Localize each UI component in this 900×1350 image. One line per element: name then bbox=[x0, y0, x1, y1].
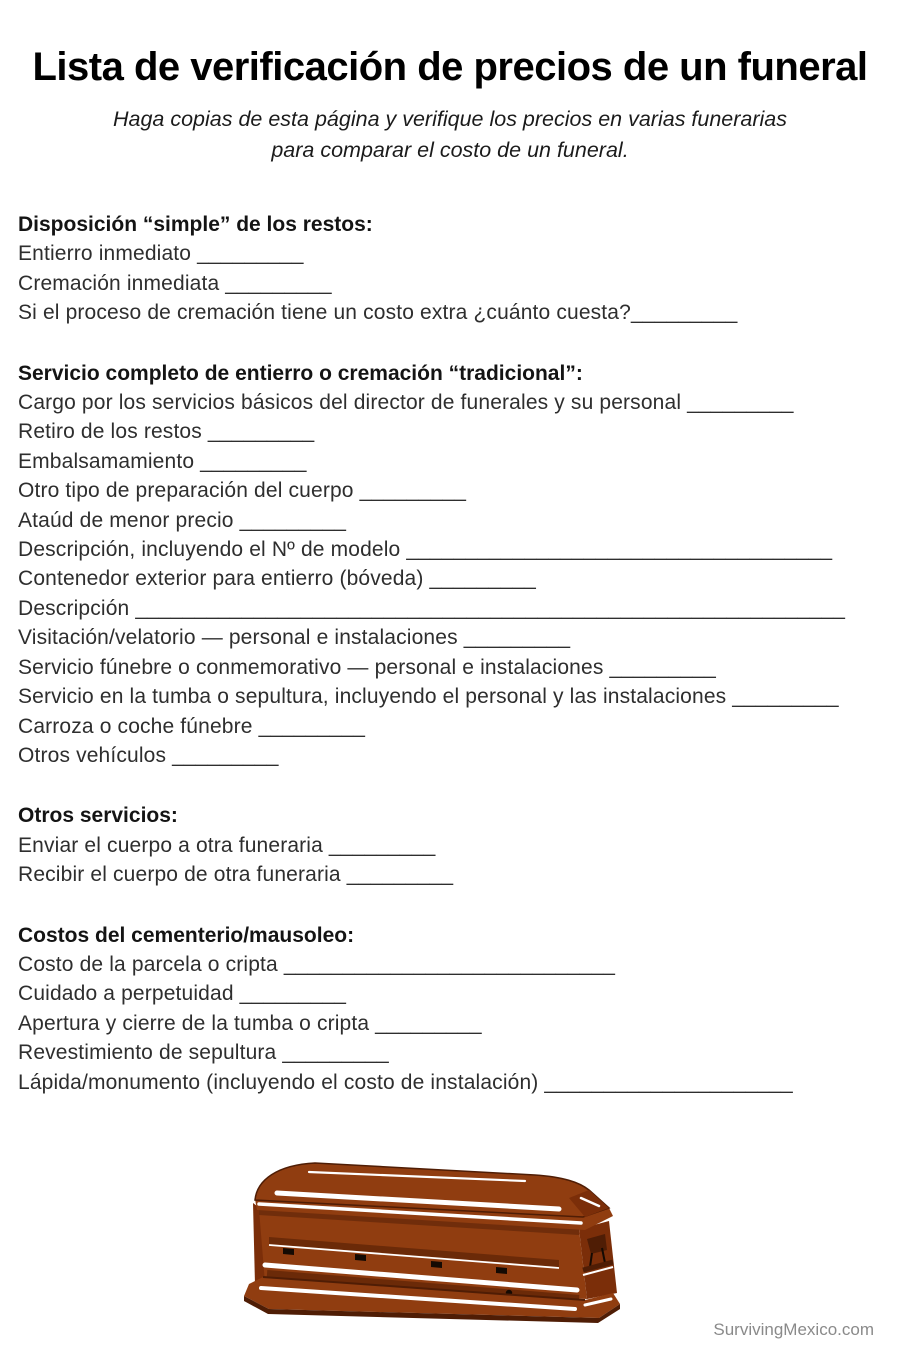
casket-handle-tab bbox=[355, 1254, 366, 1261]
section-cemetery-costs bbox=[18, 921, 880, 1097]
casket-handle-tab bbox=[283, 1248, 294, 1255]
checklist-line: Contenedor exterior para entierro (bóveda) _________ bbox=[18, 567, 536, 591]
subtitle-line-1: Haga copias de esta página y verifique los precios en varias funerarias bbox=[112, 107, 788, 131]
checklist-sections bbox=[18, 210, 880, 1097]
checklist-line: Si el proceso de cremación tiene un costo extra ¿cuánto cuesta?_________ bbox=[18, 301, 738, 325]
casket-handle-tab bbox=[431, 1261, 442, 1268]
checklist-line: Ataúd de menor precio _________ bbox=[18, 508, 347, 532]
section-heading: Servicio completo de entierro o cremación “tradicional”: bbox=[18, 361, 583, 385]
checklist-line: Apertura y cierre de la tumba o cripta _________ bbox=[18, 1011, 482, 1035]
checklist-line: Otro tipo de preparación del cuerpo _________ bbox=[18, 479, 467, 503]
checklist-line: Servicio en la tumba o sepultura, incluyendo el personal y las instalaciones _________ bbox=[18, 685, 839, 709]
section-heading: Otros servicios: bbox=[18, 804, 178, 828]
checklist-line: Embalsamamiento _________ bbox=[18, 449, 307, 473]
site-credit: SurvivingMexico.com bbox=[713, 1320, 874, 1339]
section-full-traditional-service bbox=[18, 359, 880, 771]
checklist-line: Cremación inmediata _________ bbox=[18, 271, 332, 295]
page-title: Lista de verificación de precios de un funeral bbox=[32, 45, 868, 89]
subtitle-line-2: para comparar el costo de un funeral. bbox=[271, 138, 629, 162]
checklist-line: Visitación/velatorio — personal e instalaciones _________ bbox=[18, 626, 571, 650]
checklist-line: Carroza o coche fúnebre _________ bbox=[18, 714, 366, 738]
checklist-line: Servicio fúnebre o conmemorativo — personal e instalaciones _________ bbox=[18, 655, 716, 679]
section-other-services bbox=[18, 801, 880, 889]
subtitle bbox=[0, 104, 900, 166]
checklist-line: Costo de la parcela o cripta ____________________________ bbox=[18, 952, 616, 976]
checklist-line: Otros vehículos _________ bbox=[18, 743, 279, 767]
section-heading: Disposición “simple” de los restos: bbox=[18, 213, 373, 236]
section-heading: Costos del cementerio/mausoleo: bbox=[18, 923, 355, 947]
checklist-line: Descripción, incluyendo el Nº de modelo ____________________________________ bbox=[18, 538, 833, 562]
checklist-line: Enviar el cuerpo a otra funeraria _________ bbox=[18, 833, 436, 857]
section-simple-disposition bbox=[18, 210, 880, 328]
checklist-line: Retiro de los restos _________ bbox=[18, 420, 315, 444]
casket-handle-tab bbox=[496, 1267, 507, 1274]
checklist-line: Entierro inmediato _________ bbox=[18, 242, 304, 266]
checklist-line: Cuidado a perpetuidad _________ bbox=[18, 982, 347, 1006]
casket-illustration bbox=[243, 1153, 621, 1325]
checklist-line: Lápida/monumento (incluyendo el costo de instalación) _____________________ bbox=[18, 1070, 793, 1094]
checklist-line: Revestimiento de sepultura _________ bbox=[18, 1041, 389, 1065]
checklist-line: Descripción ____________________________________________________________ bbox=[18, 596, 846, 620]
checklist-line: Cargo por los servicios básicos del director de funerales y su personal _________ bbox=[18, 391, 794, 415]
checklist-line: Recibir el cuerpo de otra funeraria _________ bbox=[18, 863, 454, 887]
